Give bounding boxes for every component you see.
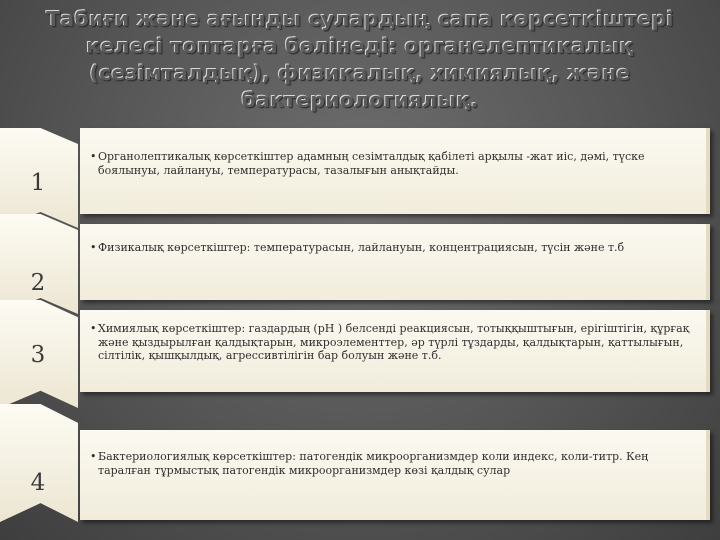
item-number: 3 [30,342,46,368]
list-item [0,214,720,314]
chevron-marker [0,214,78,314]
item-number: 4 [30,470,46,496]
bullet-icon: • [90,241,97,254]
item-text-content: Химиялық көрсеткіштер: газдардың (рН ) белсенді реакциясын, тотыққыштығын, ерігіштігін, құрғақ және қыздырылған қалдықтарын, микроэлементтер, әр түрлі тұздарды, қалдықтарын, қаттылығын, сілтілік, қышқылдық, агрессивтілігін бар болуын және т.б. [98,322,690,362]
item-box [80,224,710,300]
item-box [80,128,710,214]
bullet-icon: • [90,450,97,463]
item-text-content: Бактериологиялық көрсеткіштер: патогендік микроорганизмдер коли индекс, коли-титр. Кең таралған тұрмыстық патогендік микроорганизмдер көзі қалдық сулар [98,450,649,477]
bullet-icon: • [90,322,97,335]
slide-title: Табиғи және ағынды сулардың сапа көрсеткіштері келесі топтарға бөлінеді: органелептикалық (сезімталдық), физикалық, химиялық, және бактериологиялық. [46,7,674,112]
list-item [0,300,720,408]
list-item [0,404,720,522]
item-text [90,150,698,177]
item-number: 2 [30,270,46,296]
item-number: 1 [30,170,46,196]
item-text [90,322,698,363]
item-box [80,430,710,520]
item-box [80,310,710,392]
item-text [90,450,698,477]
item-text [90,241,698,255]
item-text-content: Органолептикалық көрсеткіштер адамның сезімталдық қабілеті арқылы -жат иіс, дәмі, түске боялынуы, лайлануы, температурасы, тазалығын анықтайды. [98,150,645,177]
list-item [0,128,720,228]
chevron-marker [0,404,78,522]
item-text-content: Физикалық көрсеткіштер: температурасын, лайлануын, концентрациясын, түсін және т.б [98,241,625,254]
bullet-icon: • [90,150,97,163]
